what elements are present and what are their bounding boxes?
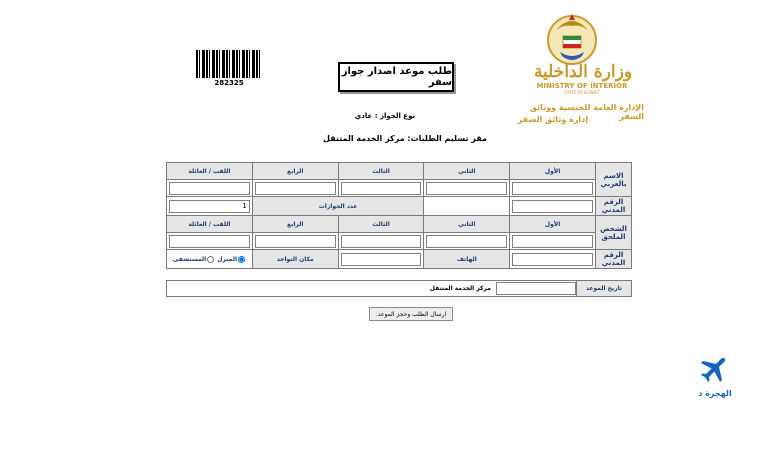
delivery-center: مقر تسليم الطلبات: مركز الخدمة المتنقل — [323, 134, 487, 143]
hospital-radio[interactable] — [207, 256, 214, 263]
ministry-name-ar: وزارة الداخلية — [533, 62, 633, 82]
hospital-radio-label: المستشفى — [172, 255, 207, 263]
attached-civil-id-label: الرقم المدني — [596, 250, 632, 269]
table-row — [167, 180, 632, 197]
attached-third-input[interactable] — [341, 235, 422, 248]
empty-cell — [424, 197, 510, 216]
form-title: طلب موعد اصدار جواز سفر — [338, 62, 454, 92]
plane-label[interactable]: الهجرة د — [698, 389, 732, 398]
applicant-form-table — [166, 162, 632, 269]
passports-count-cell — [167, 197, 253, 216]
attached-civil-id-cell — [510, 250, 596, 269]
submit-button[interactable]: ارسال الطلب وحجز الموعد. — [369, 307, 453, 321]
second-name-input[interactable] — [426, 182, 507, 195]
attached-family-cell — [167, 233, 253, 250]
home-radio[interactable] — [238, 256, 245, 263]
attached-civil-id-input[interactable] — [512, 253, 593, 266]
attached-family-input[interactable] — [169, 235, 250, 248]
department-line-1: الإدارة العامة للجنسية ووثائق السفر — [529, 103, 644, 121]
second-name-cell — [424, 180, 510, 197]
family-name-cell — [167, 180, 253, 197]
barcode — [196, 50, 262, 78]
table-row — [167, 233, 632, 250]
ministry-name-en: MINISTRY OF INTERIOR — [536, 82, 628, 90]
table-row — [167, 216, 632, 233]
attached-first-cell — [510, 233, 596, 250]
col-first-header: الأول — [510, 163, 596, 180]
attached-third-cell — [338, 233, 424, 250]
col-family-header: اللقب / العائلة — [167, 216, 253, 233]
col-second-header: الثاني — [424, 163, 510, 180]
airplane-icon[interactable] — [698, 352, 732, 386]
attached-first-input[interactable] — [512, 235, 593, 248]
state-name-en: STATE OF KUWAIT — [564, 90, 600, 95]
presence-label: مكان التواجد — [252, 250, 338, 269]
appointment-row — [166, 280, 632, 297]
department-line-2: إدارة وثائق السفر — [517, 115, 588, 124]
name-label: الاسم بالعربي — [596, 163, 632, 197]
first-name-cell — [510, 180, 596, 197]
civil-id-cell — [510, 197, 596, 216]
phone-input[interactable] — [341, 253, 422, 266]
table-row — [167, 197, 632, 216]
appointment-center: مركز الخدمة المتنقل — [429, 285, 491, 292]
home-radio-label: المنزل — [217, 255, 238, 263]
barcode-number: 282325 — [214, 79, 244, 87]
table-row — [167, 250, 632, 269]
first-name-input[interactable] — [512, 182, 593, 195]
phone-cell — [338, 250, 424, 269]
col-third-header: الثالث — [338, 216, 424, 233]
appointment-date-label: تاريخ الموعد — [576, 281, 631, 296]
col-third-header: الثالث — [338, 163, 424, 180]
family-name-input[interactable] — [169, 182, 250, 195]
col-family-header: اللقب / العائلة — [167, 163, 253, 180]
third-name-input[interactable] — [341, 182, 422, 195]
civil-id-label: الرقم المدني — [596, 197, 632, 216]
passport-type: نوع الجواز : عادي — [354, 112, 416, 120]
phone-label: الهاتف — [424, 250, 510, 269]
fourth-name-cell — [252, 180, 338, 197]
attached-fourth-cell — [252, 233, 338, 250]
passports-count-input[interactable] — [169, 200, 250, 213]
col-fourth-header: الرابع — [252, 216, 338, 233]
civil-id-input[interactable] — [512, 200, 593, 213]
appointment-date-input[interactable] — [496, 282, 576, 295]
passports-count-label: عدد الجوازات — [252, 197, 424, 216]
table-row — [167, 163, 632, 180]
third-name-cell — [338, 180, 424, 197]
attached-person-label: الشخص الملحق — [596, 216, 632, 250]
col-second-header: الثاني — [424, 216, 510, 233]
col-first-header: الأول — [510, 216, 596, 233]
fourth-name-input[interactable] — [255, 182, 336, 195]
presence-options — [167, 250, 253, 269]
attached-second-cell — [424, 233, 510, 250]
attached-second-input[interactable] — [426, 235, 507, 248]
kuwait-emblem-icon — [546, 10, 598, 68]
col-fourth-header: الرابع — [252, 163, 338, 180]
attached-fourth-input[interactable] — [255, 235, 336, 248]
